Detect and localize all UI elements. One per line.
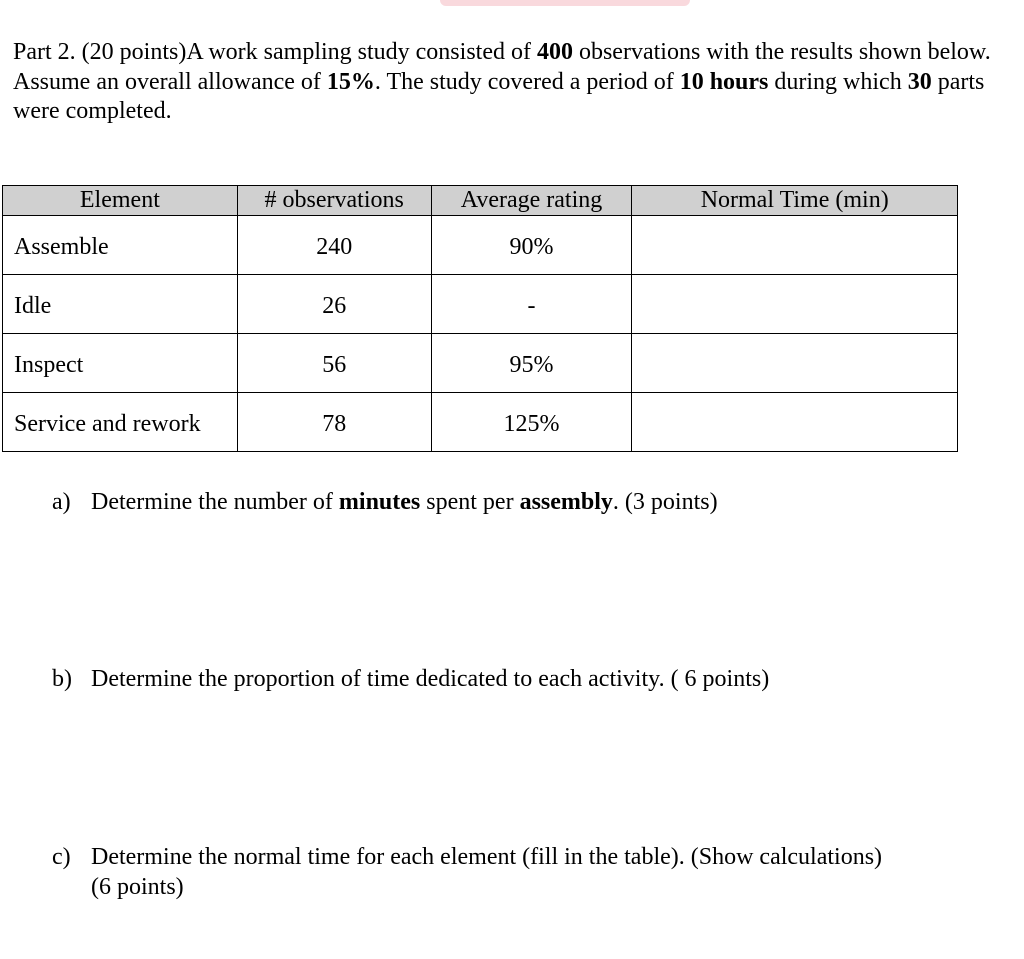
observations-cell: 56 bbox=[237, 334, 431, 393]
header-average-rating: Average rating bbox=[431, 186, 632, 216]
question-b bbox=[52, 665, 992, 695]
question-letter: b) bbox=[52, 666, 72, 692]
header-observations: # observations bbox=[237, 186, 431, 216]
question-text: Determine the number of minutes spent per assembly. (3 points) bbox=[91, 489, 718, 515]
question-text: Determine the normal time for each element (fill in the table). (Show calculations) (6 points) bbox=[91, 843, 992, 902]
table-row bbox=[3, 216, 958, 275]
observations-count: 400 bbox=[536, 39, 573, 65]
table-header-row bbox=[3, 186, 958, 216]
observations-cell: 240 bbox=[237, 216, 431, 275]
table-row bbox=[3, 275, 958, 334]
rating-cell: - bbox=[431, 275, 632, 334]
question-letter: a) bbox=[52, 489, 71, 515]
header-normal-time: Normal Time (min) bbox=[632, 186, 958, 216]
problem-statement: Part 2. (20 points)A work sampling study consisted of 400 observations with the results shown below. Assume an overall allowance of 15%. The study covered a period of 10 hours during which 30 parts were completed. bbox=[13, 39, 991, 124]
question-c bbox=[52, 843, 992, 902]
question-text: Determine the proportion of time dedicated to each activity. ( 6 points) bbox=[91, 666, 770, 692]
watermark-decoration bbox=[440, 0, 690, 6]
element-cell: Inspect bbox=[3, 334, 238, 393]
normal-time-cell[interactable] bbox=[632, 275, 958, 334]
element-cell: Idle bbox=[3, 275, 238, 334]
observations-cell: 26 bbox=[237, 275, 431, 334]
parts-count: 30 bbox=[907, 68, 932, 95]
observations-cell: 78 bbox=[237, 393, 431, 452]
table-row bbox=[3, 393, 958, 452]
header-element: Element bbox=[3, 186, 238, 216]
question-a bbox=[52, 488, 992, 518]
allowance-value: 15% bbox=[326, 68, 375, 95]
rating-cell: 95% bbox=[431, 334, 632, 393]
rating-cell: 125% bbox=[431, 393, 632, 452]
element-cell: Assemble bbox=[3, 216, 238, 275]
normal-time-cell[interactable] bbox=[632, 393, 958, 452]
question-points: (6 points) bbox=[91, 873, 184, 900]
normal-time-cell[interactable] bbox=[632, 334, 958, 393]
work-sampling-table bbox=[2, 185, 958, 452]
question-letter: c) bbox=[52, 844, 71, 870]
element-cell: Service and rework bbox=[3, 393, 238, 452]
table-row bbox=[3, 334, 958, 393]
hours-value: 10 bbox=[679, 68, 704, 95]
normal-time-cell[interactable] bbox=[632, 216, 958, 275]
rating-cell: 90% bbox=[431, 216, 632, 275]
